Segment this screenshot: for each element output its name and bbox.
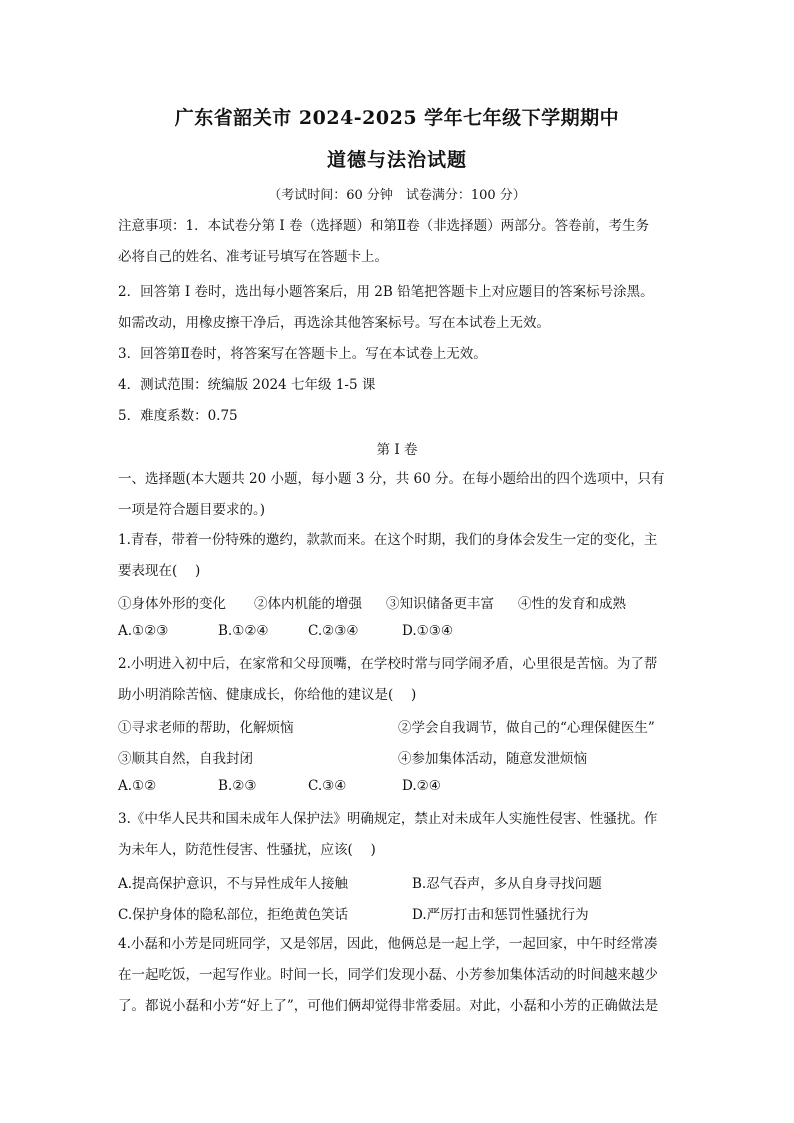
note-line: 5．难度系数：0.75 — [118, 408, 238, 424]
exam-subtitle: 道德与法治试题 — [326, 149, 467, 171]
section-intro-line: 一项是符合题目要求的。) — [118, 502, 266, 518]
note-line: 必将自己的姓名、准考证号填写在答题卡上。 — [118, 249, 388, 265]
answer-choice: C.保护身体的隐私部位，拒绝黄色笑话 — [118, 907, 349, 923]
note-line: 4．测试范围：统编版 2024 七年级 1-5 课 — [118, 377, 376, 393]
answer-choice: B.①②④ — [218, 623, 269, 639]
statement: ①寻求老师的帮助，化解烦恼 — [118, 720, 294, 736]
question-stem: 为未年人，防范性侵害、性骚扰，应该( ) — [118, 842, 376, 858]
section-intro-line: 一、选择题(本大题共 20 小题，每小题 3 分，共 60 分。在每小题给出的四个选项中，只有 — [118, 471, 665, 487]
question-stem: 2.小明进入初中后，在家常和父母顶嘴，在学校时常与同学闹矛盾，心里很是苦恼。为了帮 — [118, 656, 658, 672]
answer-choice: A.提高保护意识，不与异性成年人接触 — [118, 876, 349, 892]
answer-choice: D.②④ — [402, 778, 441, 794]
answer-choice: B.②③ — [218, 778, 257, 794]
answer-choice: C.③④ — [308, 778, 347, 794]
question-stem: 3.《中华人民共和国未成年人保护法》明确规定，禁止对未成年人实施性侵害、性骚扰。作 — [118, 811, 658, 827]
exam-info: （考试时间：60 分钟 试卷满分：100 分） — [268, 188, 526, 203]
exam-title: 广东省韶关市 2024-2025 学年七年级下学期期中 — [174, 107, 620, 129]
note-line: 注意事项：1．本试卷分第 I 卷（选择题）和第Ⅱ卷（非选择题）两部分。答卷前，考生务 — [118, 218, 650, 234]
statement: ②体内机能的增强 — [254, 596, 362, 612]
answer-choice: C.②③④ — [308, 623, 359, 639]
answer-choice: D.严厉打击和惩罚性骚扰行为 — [412, 907, 589, 923]
question-stem: 要表现在( ) — [118, 563, 201, 579]
answer-choice: A.①② — [118, 778, 157, 794]
statement: ④参加集体活动，随意发泄烦恼 — [398, 751, 587, 767]
note-line: 如需改动，用橡皮擦干净后，再选涂其他答案标号。写在本试卷上无效。 — [118, 315, 550, 331]
question-stem: 4.小磊和小芳是同班同学，又是邻居，因此，他俩总是一起上学，一起回家，中午时经常凑 — [118, 936, 658, 952]
section-label: 第 I 卷 — [376, 442, 418, 458]
answer-choice: B.忍气吞声，多从自身寻找问题 — [412, 876, 602, 892]
statement: ①身体外形的变化 — [118, 596, 226, 612]
question-stem: 1.青春，带着一份特殊的邀约，款款而来。在这个时期，我们的身体会发生一定的变化，主 — [118, 532, 658, 548]
statement: ③顺其自然，自我封闭 — [118, 751, 253, 767]
question-stem: 了。都说小磊和小芳“好上了”，可他们俩却觉得非常委屈。对此，小磊和小芳的正确做法是 — [118, 998, 659, 1014]
question-stem: 在一起吃饭，一起写作业。时间一长，同学们发现小磊、小芳参加集体活动的时间越来越少 — [118, 967, 658, 983]
statement: ②学会自我调节，做自己的“心理保健医生” — [398, 720, 655, 736]
note-line: 3．回答第Ⅱ卷时，将答案写在答题卡上。写在本试卷上无效。 — [118, 346, 487, 362]
question-stem: 助小明消除苦恼、健康成长，你给他的建议是( ) — [118, 687, 417, 703]
statement: ④性的发育和成熟 — [518, 596, 626, 612]
answer-choice: D.①③④ — [402, 623, 453, 639]
note-line: 2．回答第 I 卷时，选出每小题答案后，用 2B 铅笔把答题卡上对应题目的答案标号涂黑。 — [118, 284, 654, 300]
statement: ③知识储备更丰富 — [386, 596, 494, 612]
answer-choice: A.①②③ — [118, 623, 169, 639]
